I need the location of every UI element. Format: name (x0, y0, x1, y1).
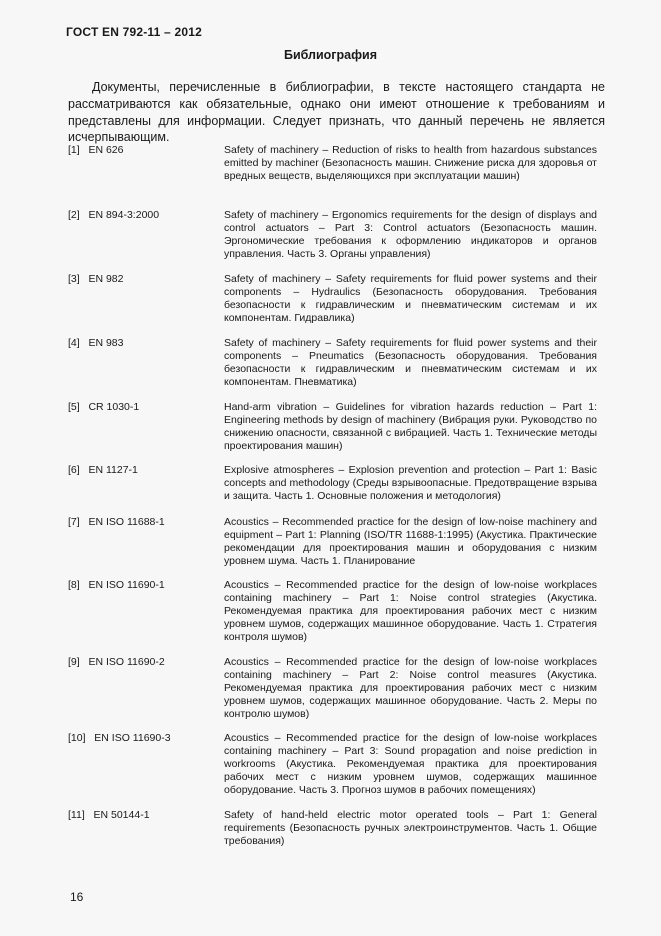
reference-label: [4] EN 983 (68, 337, 124, 349)
reference-label: [3] EN 982 (68, 273, 124, 285)
reference-text: Safety of hand-held electric motor operated tools – Part 1: General requirements (Безопасность ручных электроинструментов. Часть 1. Общие требования) (224, 809, 597, 847)
page-number: 16 (70, 890, 84, 904)
reference-label: [2] EN 894-3:2000 (68, 209, 160, 221)
reference-text: Acoustics – Recommended practice for the design of low-noise machinery and equipment – Part 1: Planning (ISO/TR 11688-1:1995) (Акустика. Практические рекомендации для проектирования машин и оборудования с низким уровнем шума. Часть 1. Планирование (224, 516, 597, 567)
section-title: Библиография (283, 48, 378, 62)
reference-label: [6] EN 1127-1 (68, 464, 138, 476)
reference-label: [9] EN ISO 11690-2 (68, 656, 165, 668)
reference-text: Explosive atmospheres – Explosion prevention and protection – Part 1: Basic concepts and methodology (Среды взрывоопасные. Предотвращение взрыва и защита. Часть 1. Основные положения и методология) (224, 464, 597, 502)
reference-text: Safety of machinery – Ergonomics requirements for the design of displays and control actuators – Part 3: Control actuators (Безопасность машин. Эргономические требования к оформлению индикаторов и органов управления. Часть 3. Органы управления) (224, 209, 597, 260)
reference-label: [11] EN 50144-1 (68, 809, 150, 821)
reference-text: Acoustics – Recommended practice for the design of low-noise workplaces containing machinery – Part 1: Noise control strategies (Акустика. Рекомендуемая практика для проектирования рабочих мест с низким уровнем шумов, содержащих машинное оборудование. Часть 1. Стратегия контроля шумов) (224, 579, 597, 643)
document-header: ГОСТ EN 792-11 – 2012 (66, 25, 202, 39)
reference-text: Acoustics – Recommended practice for the design of low-noise workplaces containing machinery – Part 2: Noise control measures (Акустика. Рекомендуемая практика для проектирования рабочих мест с низким уровнем шумов, содержащих машинное оборудование. Часть 2. Меры по контролю шумов) (224, 656, 597, 720)
reference-text: Safety of machinery – Safety requirements for fluid power systems and their components – Hydraulics (Безопасность оборудования. Требования безопасности к гидравлическим и пневматическим системам и их компонентам. Гидравлика) (224, 273, 597, 324)
reference-text: Safety of machinery – Safety requirements for fluid power systems and their components – Pneumatics (Безопасность оборудования. Требования безопасности к гидравлическим и пневматическим системам и их компонентам. Пневматика) (224, 337, 597, 388)
intro-paragraph: Документы, перечисленные в библиографии, в тексте настоящего стандарта не рассматриваются как обязательные, однако они имеют отношение к требованиям и представлены для информации. Следует признать, что данный перечень не является исчерпывающим. (68, 80, 605, 145)
reference-label: [8] EN ISO 11690-1 (68, 579, 165, 591)
reference-label: [10] EN ISO 11690-3 (68, 732, 171, 744)
reference-label: [1] EN 626 (68, 144, 124, 156)
reference-label: [7] EN ISO 11688-1 (68, 516, 165, 528)
reference-label: [5] CR 1030-1 (68, 401, 140, 413)
reference-text: Safety of machinery – Reduction of risks to health from hazardous substances emitted by machiner (Безопасность машин. Снижение риска для здоровья от вредных веществ, выделяющихся при эксплуатации машин) (224, 144, 597, 182)
reference-text: Acoustics – Recommended practice for the design of low-noise workplaces containing machinery – Part 3: Sound propagation and noise prediction in workrooms (Акустика. Рекомендуемая практика для проектирования рабочих мест с низким уровнем шумов, содержащих машинное оборудование. Часть 3. Прогноз шумов в рабочих помещениях) (224, 732, 597, 796)
reference-text: Hand-arm vibration – Guidelines for vibration hazards reduction – Part 1: Engineering methods by design of machinery (Вибрация руки. Руководство по снижению опасности, связанной с вибрацией. Часть 1. Технические методы проектирования машин) (224, 401, 597, 452)
